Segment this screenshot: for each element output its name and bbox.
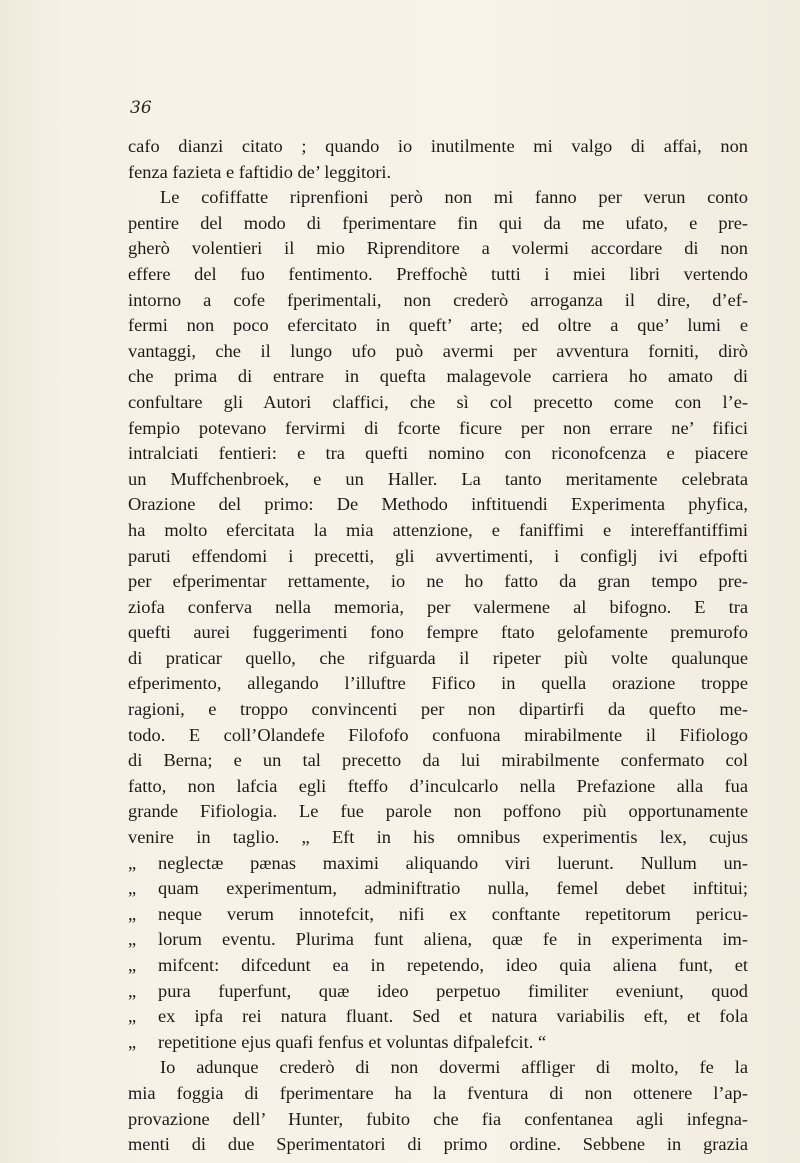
quote-line (128, 876, 748, 902)
text-line: Io adunque crederò di non dovermi affliger di molto, fe la (160, 1057, 748, 1078)
quote-marker: „ (128, 955, 137, 975)
quote-marker: „ (128, 980, 137, 1001)
text-line: Le cofiffatte riprenfioni però non mi fanno per verun conto (160, 187, 748, 208)
text-line: ha molto efercitata la mia attenzione, e faniffimi e intereffantiffimi (128, 519, 748, 540)
quote-text: neque verum innotefcit, nifi ex conftante repetitorum pericu- (158, 903, 748, 924)
quote-text: lorum eventu. Plurima funt aliena, quæ fe in experimenta im- (158, 929, 748, 950)
text-line: che prima di entrare in quefta malagevole carriera ho amato di (128, 366, 748, 387)
text-line: di Berna; e un tal precetto da lui mirabilmente confermato col (128, 750, 748, 771)
page-number: 36 (130, 98, 152, 118)
text-line: ragioni, e troppo convincenti per non dipartirfi da quefto me- (128, 699, 748, 720)
quote-text: ex ipfa rei natura fluant. Sed et natura variabilis eft, et fola (158, 1006, 748, 1027)
text-line: grande Fifiologia. Le fue parole non poffono più opportunamente (128, 801, 748, 822)
body-text (128, 134, 748, 1158)
text-line: per efperimentar rettamente, io ne ho fatto da gran tempo pre- (128, 571, 748, 592)
quote-line (128, 927, 748, 953)
quote-line (128, 902, 748, 928)
text-line: pentire del modo di fperimentare fin qui da me ufato, e pre- (128, 212, 748, 233)
text-line: todo. E coll’Olandefe Filofofo confuona mirabilmente il Fifiologo (128, 724, 748, 745)
text-line: quefti aurei fuggerimenti fono fempre ftato gelofamente premurofo (128, 622, 748, 643)
text-line: fempio potevano fervirmi di fcorte ficure per non errare ne’ fifici (128, 417, 748, 438)
quote-text: neglectæ pænas maximi aliquando viri luerunt. Nullum un- (158, 852, 748, 873)
quote-line (128, 979, 748, 1005)
quote-marker: „ (128, 929, 137, 950)
text-line: Orazione del primo: De Methodo inftituendi Experimenta phyfica, (128, 494, 748, 515)
quote-text: mifcent: difcedunt ea in repetendo, ideo quia aliena funt, et (158, 955, 748, 975)
text-line: intorno a cofe fperimentali, non crederò arroganza il dire, d’ef- (128, 289, 748, 310)
text-line: cafo dianzi citato ; quando io inutilmente mi valgo di affai, non (128, 136, 748, 156)
text-line: vantaggi, che il lungo ufo può avermi per avventura forniti, dirò (128, 340, 748, 361)
quote-line (128, 851, 748, 877)
text-line: gherò volentieri il mio Riprenditore a volermi accordare di non (128, 238, 748, 259)
quote-line (128, 1004, 748, 1030)
text-line: menti di due Sperimentatori di primo ordine. Sebbene in grazia (128, 1134, 748, 1155)
text-line: un Muffchenbroek, e un Haller. La tanto meritamente celebrata (128, 468, 748, 489)
text-line: confultare gli Autori claffici, che sì col precetto come con l’e- (128, 391, 748, 412)
quote-text: quam experimentum, adminiftratio nulla, femel debet inftitui; (158, 878, 748, 899)
text-line: venire in taglio. „ Eft in his omnibus experimentis lex, cujus (128, 827, 748, 848)
quote-line (128, 1030, 748, 1056)
text-line: paruti effendomi i precetti, gli avvertimenti, i configlj ivi efpofti (128, 545, 748, 566)
quote-marker: „ (128, 852, 137, 873)
text-line: di praticar quello, che rifguarda il ripeter più volte qualunque (128, 647, 748, 668)
text-line: fenza fazieta e faftidio de’ leggitori. (128, 161, 392, 182)
quote-marker: „ (128, 878, 137, 899)
text-line: fatto, non lafcia egli fteffo d’inculcarlo nella Prefazione alla fua (128, 775, 748, 796)
text-line: intralciati fentieri: e tra quefti nomino con riconofcenza e piacere (128, 443, 748, 464)
quote-marker: „ (128, 1006, 137, 1027)
text-line: ziofa conferva nella memoria, per valermene al bifogno. E tra (128, 596, 748, 617)
quote-text: pura fuperfunt, quæ ideo perpetuo fimiliter eveniunt, quod (158, 980, 748, 1001)
text-line: provazione dell’ Hunter, fubito che fia confentanea agli infegna- (128, 1108, 748, 1129)
quote-marker: „ (128, 903, 137, 924)
text-line: fermi non poco efercitato in queft’ arte; ed oltre a que’ lumi e (128, 315, 748, 336)
quote-line (128, 953, 748, 979)
quote-marker: „ (128, 1031, 137, 1052)
text-line: effere del fuo fentimento. Preffochè tutti i miei libri vertendo (128, 263, 748, 284)
text-line: mia foggia di fperimentare ha la fventura di non ottenere l’ap- (128, 1082, 748, 1103)
text-line: efperimento, allegando l’illuftre Fifico in quella orazione troppe (128, 673, 748, 694)
quote-text: repetitione ejus quafi fenfus et voluntas difpalefcit. “ (158, 1031, 547, 1052)
